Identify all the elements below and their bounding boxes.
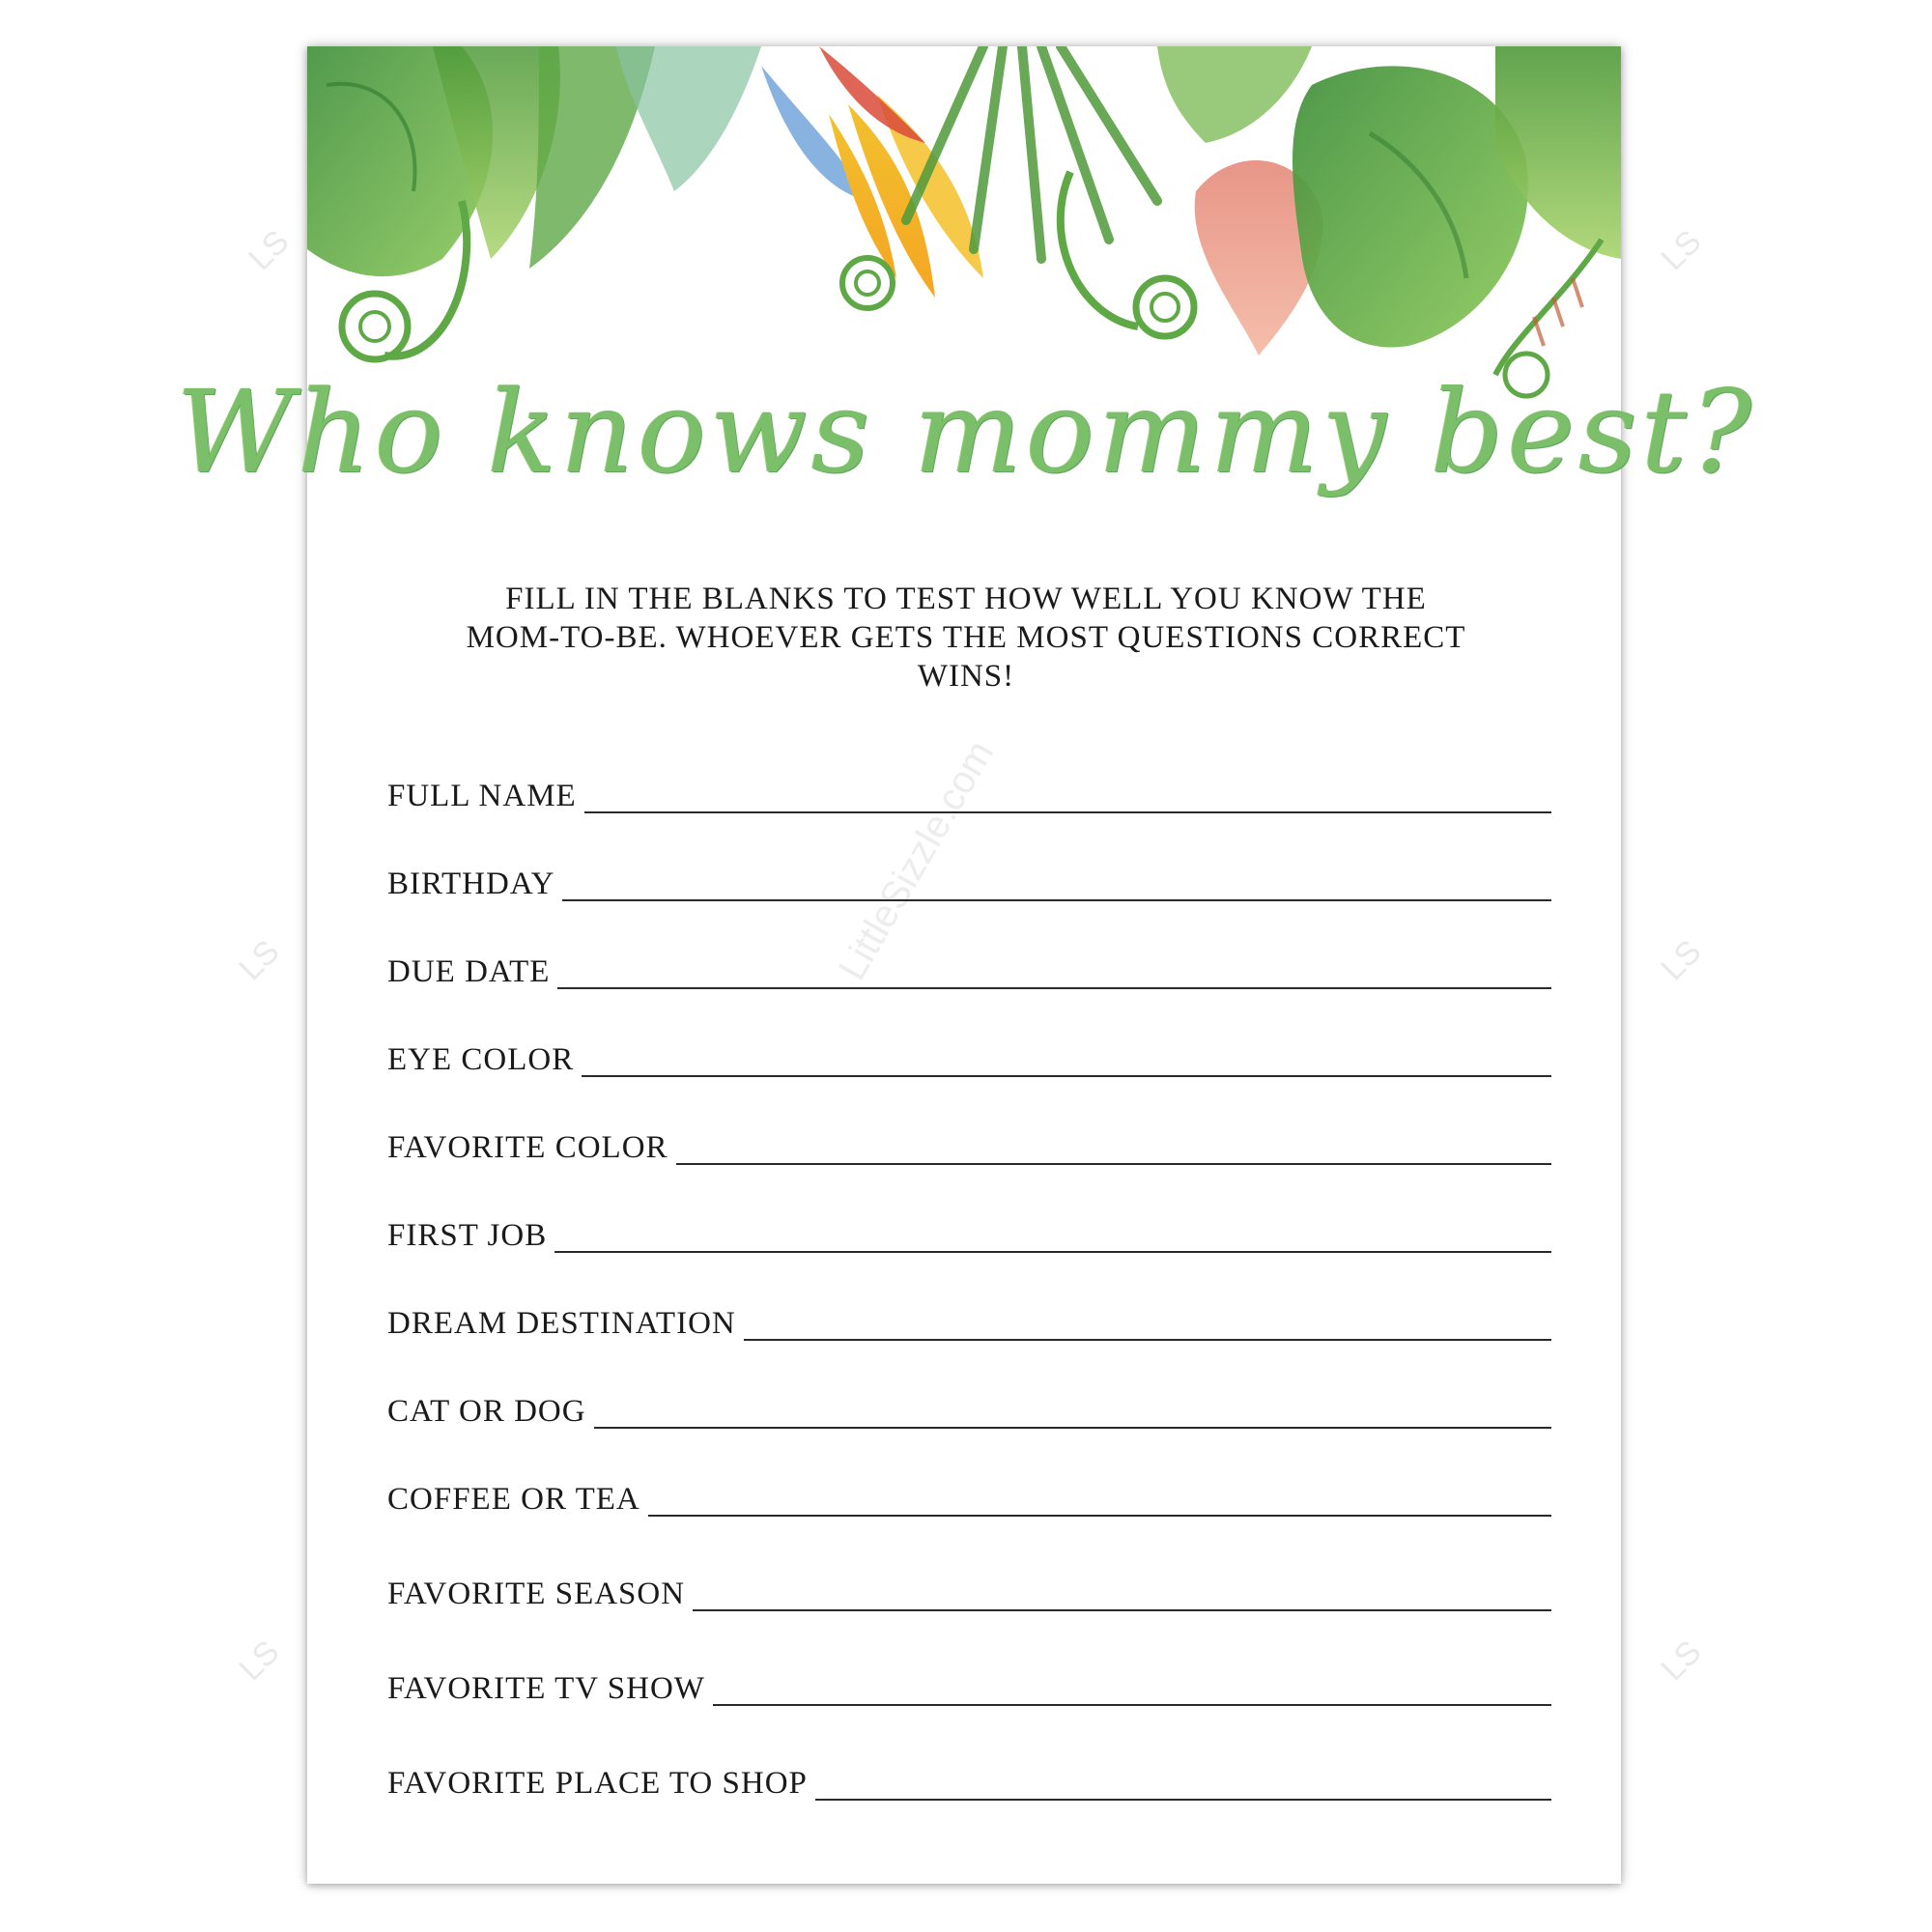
answer-blank[interactable] — [693, 1609, 1551, 1611]
field-label: FULL NAME — [387, 779, 577, 813]
field-label: CAT OR DOG — [387, 1394, 586, 1429]
answer-blank[interactable] — [648, 1515, 1551, 1517]
field-label: FIRST JOB — [387, 1218, 548, 1253]
answer-blank[interactable] — [815, 1799, 1551, 1801]
answer-row-favorite-color — [387, 1117, 1551, 1165]
field-label: BIRTHDAY — [387, 867, 555, 901]
answer-row-birthday — [387, 853, 1551, 901]
field-label: DREAM DESTINATION — [387, 1306, 736, 1341]
field-label: FAVORITE COLOR — [387, 1130, 668, 1165]
field-label: EYE COLOR — [387, 1042, 575, 1077]
page-title: Who knows mommy best? — [176, 365, 1756, 498]
answer-blank[interactable] — [594, 1427, 1551, 1429]
answer-row-dream-destination — [387, 1293, 1551, 1341]
watermark-url: LittleSizzle.com — [831, 733, 1003, 987]
answer-blank[interactable] — [562, 899, 1551, 901]
field-label: DUE DATE — [387, 954, 551, 989]
answer-blank[interactable] — [554, 1251, 1551, 1253]
answer-blank[interactable] — [676, 1163, 1551, 1165]
answer-row-first-job — [387, 1205, 1551, 1253]
answer-row-favorite-tv-show — [387, 1658, 1551, 1706]
answer-blank[interactable] — [713, 1704, 1551, 1706]
watermark-mark: LS — [1654, 933, 1709, 988]
answer-blank[interactable] — [744, 1339, 1551, 1341]
answer-row-favorite-place-to-shop — [387, 1752, 1551, 1801]
instructions-text: FILL IN THE BLANKS TO TEST HOW WELL YOU KNOW THE MOM-TO-BE. WHOEVER GETS THE MOST QUESTIONS CORRECT WINS! — [466, 582, 1466, 694]
watermark-mark: LS — [232, 933, 287, 988]
answer-row-eye-color — [387, 1029, 1551, 1077]
field-label: FAVORITE PLACE TO SHOP — [387, 1766, 808, 1801]
answer-blank[interactable] — [584, 811, 1551, 813]
answer-row-coffee-or-tea — [387, 1468, 1551, 1517]
field-label: FAVORITE TV SHOW — [387, 1671, 705, 1706]
field-label: FAVORITE SEASON — [387, 1577, 686, 1611]
watermark-mark: LS — [1654, 1634, 1709, 1689]
answer-row-due-date — [387, 941, 1551, 989]
answer-blank[interactable] — [582, 1075, 1551, 1077]
answer-blank[interactable] — [557, 987, 1551, 989]
field-label: COFFEE OR TEA — [387, 1482, 640, 1517]
watermark-mark: LS — [1654, 223, 1709, 278]
answer-row-favorite-season — [387, 1563, 1551, 1611]
watermark-mark: LS — [232, 1634, 287, 1689]
watermark-mark: LS — [242, 223, 297, 278]
answer-row-full-name — [387, 765, 1551, 813]
answer-row-cat-or-dog — [387, 1380, 1551, 1429]
